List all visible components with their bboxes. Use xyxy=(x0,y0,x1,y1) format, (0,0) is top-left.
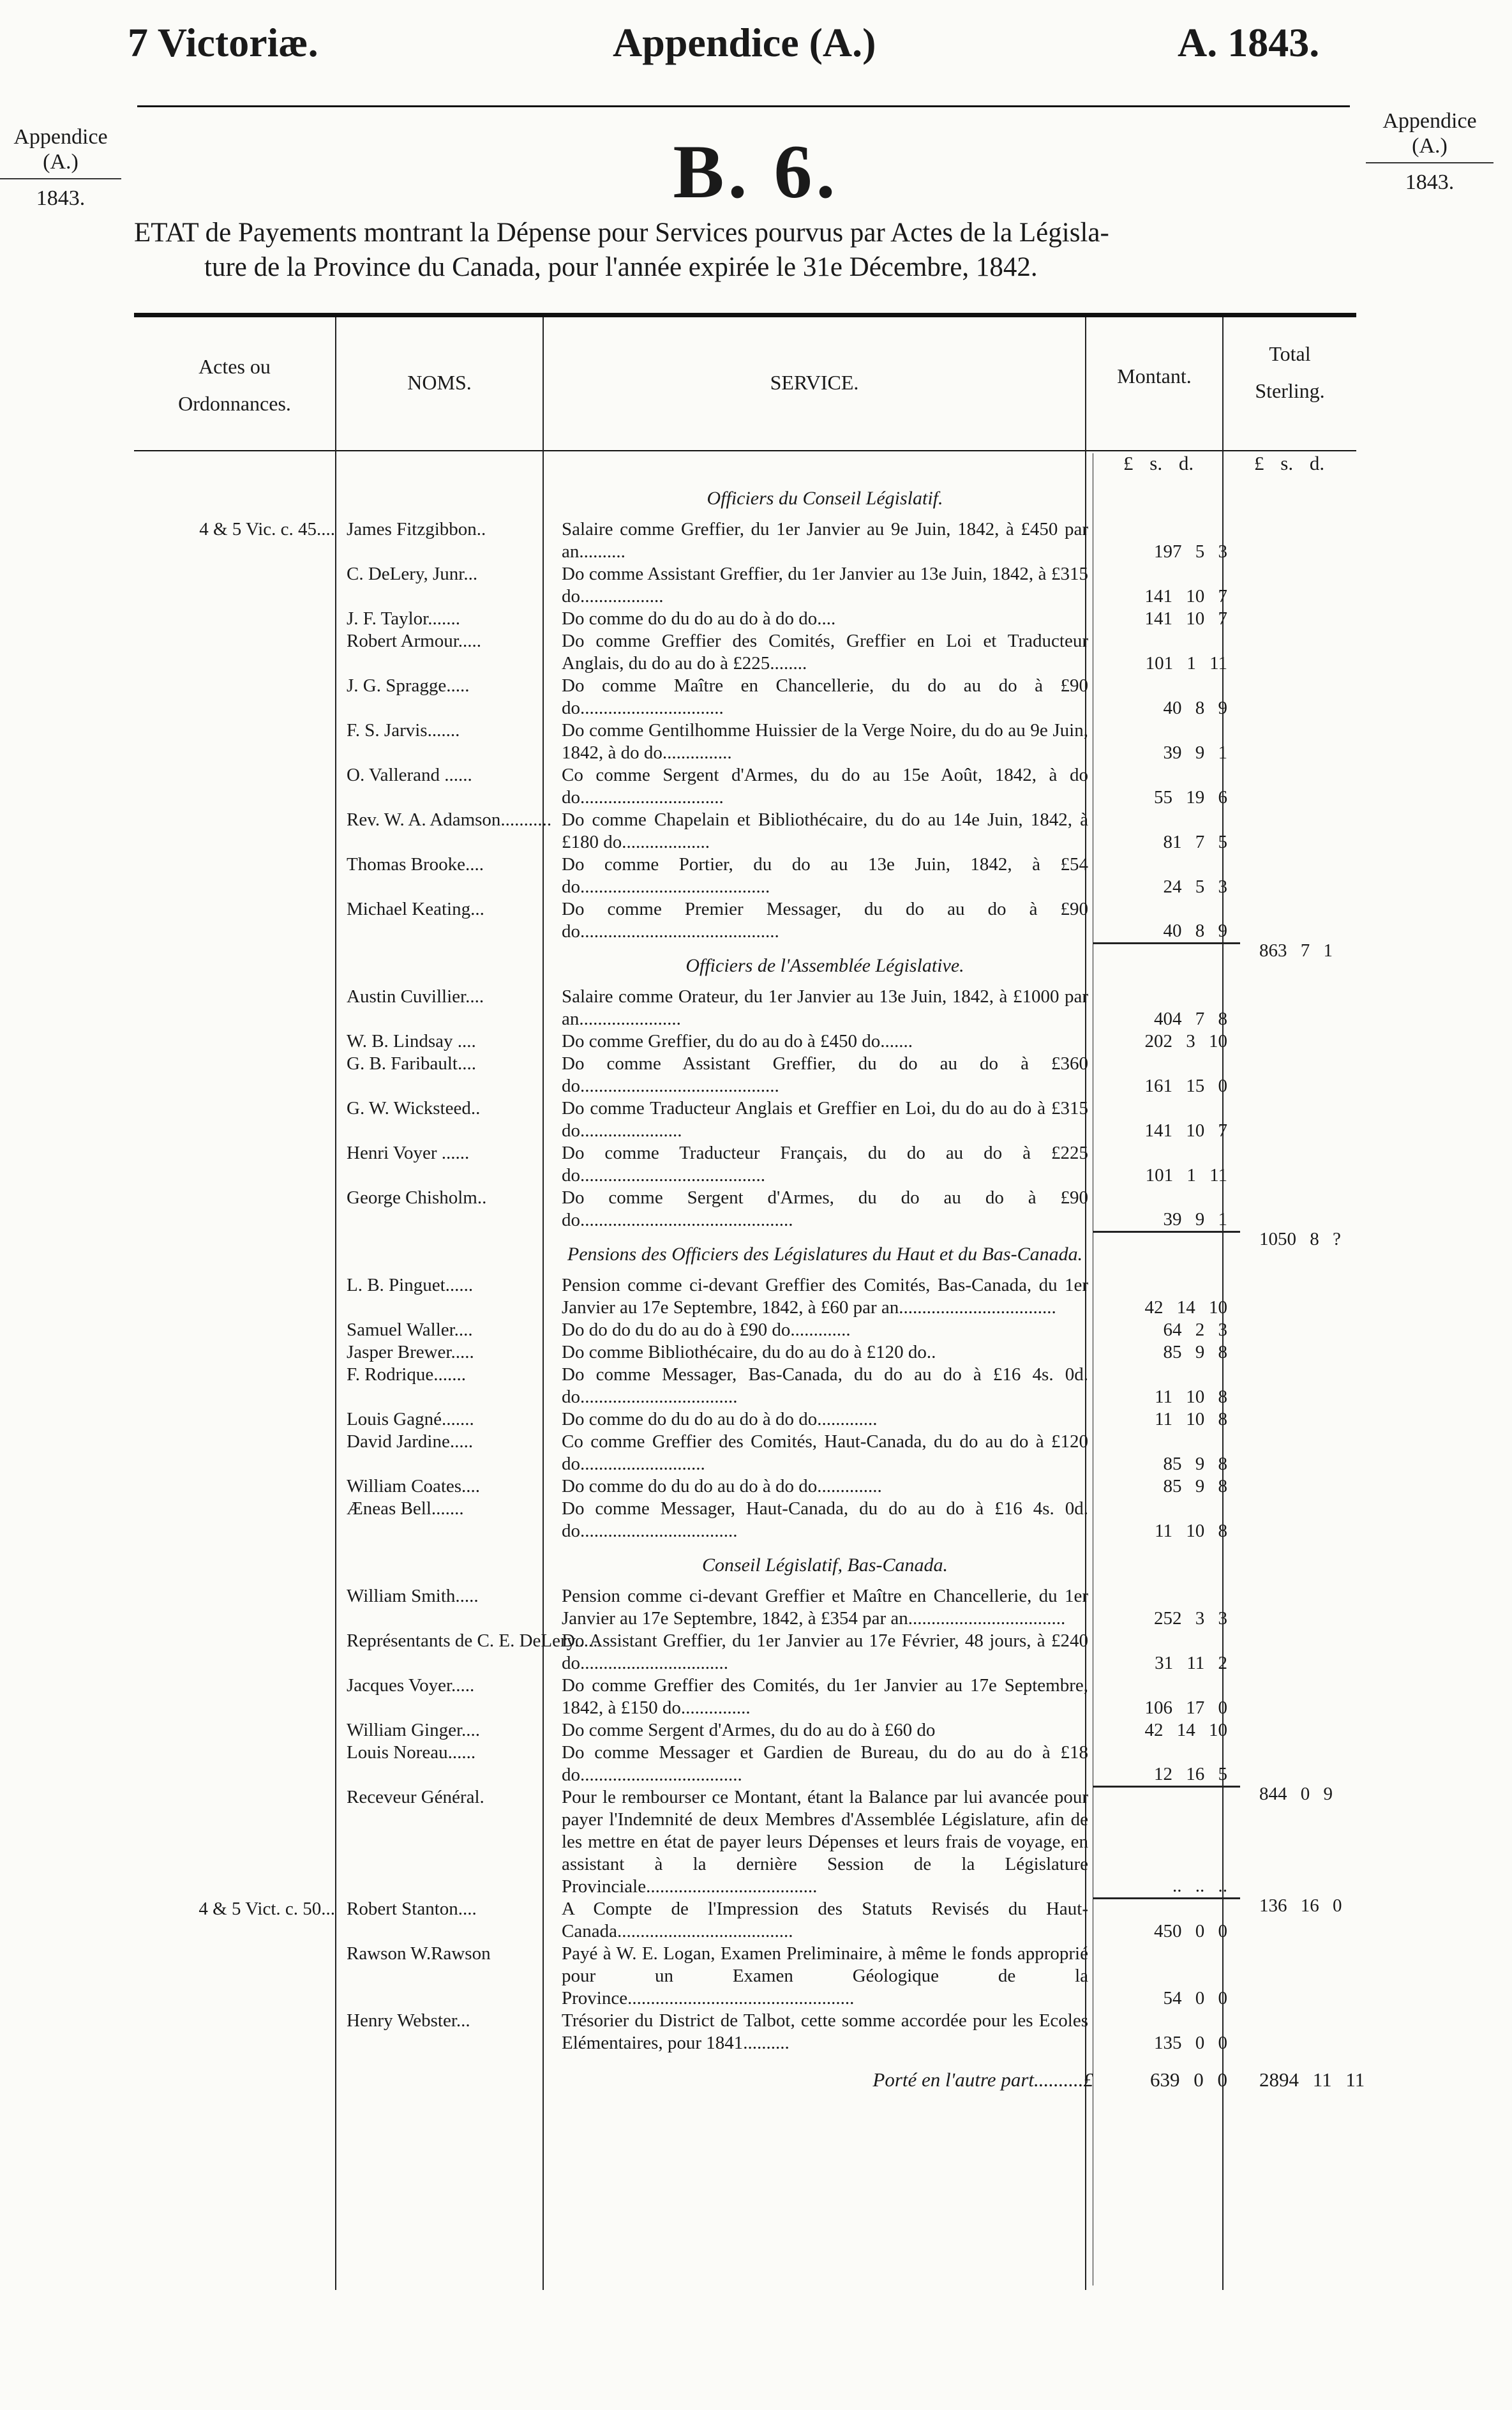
amount-cell xyxy=(1093,764,1240,809)
amount-cell xyxy=(1093,1719,1240,1742)
colhead-acts-line-1: Actes ou xyxy=(198,355,271,378)
acte-cell xyxy=(134,898,339,943)
name-cell: J. F. Taylor....... xyxy=(347,608,460,629)
total-cell xyxy=(1240,1319,1396,1341)
acte-cell xyxy=(134,563,339,608)
amount-cell xyxy=(1093,1319,1240,1341)
right-sidenote-label: Appendice xyxy=(1382,109,1477,133)
colhead-total-line-1: Total xyxy=(1269,342,1311,365)
name-cell: Austin Cuvillier.... xyxy=(347,986,484,1007)
document-title: B. 6. xyxy=(673,129,839,214)
name-cell: Æneas Bell....... xyxy=(347,1498,464,1519)
name-cell: G. W. Wicksteed.. xyxy=(347,1098,481,1118)
acte-cell xyxy=(134,986,339,1030)
service-cell: Do comme Assistant Greffier, du do au do à £360 do........................................... xyxy=(562,1053,1088,1096)
name-cell: Henry Webster... xyxy=(347,2010,470,2031)
amount-cell xyxy=(1093,1585,1240,1630)
amount-value: 42 14 10 xyxy=(1144,1297,1227,1318)
section-title: Pensions des Officiers des Législatures du Haut et du Bas-Canada. xyxy=(567,1244,1083,1265)
carried-forward-label: Porté en l'autre part..........£ xyxy=(872,2068,1093,2091)
amount-value: 39 9 1 xyxy=(1163,1209,1227,1230)
amount-cell xyxy=(1093,1030,1240,1053)
name-cell: J. G. Spragge..... xyxy=(347,675,470,696)
colhead-amount: Montant. xyxy=(1117,365,1192,388)
total-cell xyxy=(1240,675,1396,719)
left-sidenote-sub: (A.) xyxy=(43,150,79,174)
acte-cell xyxy=(134,1274,339,1319)
name-cell: Samuel Waller.... xyxy=(347,1320,473,1340)
total-units: £ s. d. xyxy=(1254,452,1325,474)
amount-value: 42 14 10 xyxy=(1144,1720,1227,1740)
service-cell: Do do do du do au do à £90 do............. xyxy=(562,1320,851,1340)
amount-units: £ s. d. xyxy=(1123,452,1194,474)
amount-value: 141 10 7 xyxy=(1144,586,1227,606)
name-cell: Robert Armour..... xyxy=(347,631,482,651)
table-row xyxy=(134,1053,1396,1097)
acte-cell xyxy=(134,1364,339,1408)
amount-cell xyxy=(1093,1431,1240,1475)
name-cell: F. Rodrique....... xyxy=(347,1364,466,1385)
total-cell xyxy=(1240,1431,1396,1475)
table-row xyxy=(134,719,1396,764)
total-cell xyxy=(1240,1786,1396,1916)
table-row xyxy=(134,1341,1396,1364)
amount-cell xyxy=(1093,943,1240,986)
amount-cell xyxy=(1093,1786,1240,1898)
amount-value: 31 11 2 xyxy=(1155,1653,1227,1673)
total-cell xyxy=(1240,1742,1396,1804)
acte-cell xyxy=(134,1630,339,1675)
colhead-names: NOMS. xyxy=(407,371,472,394)
total-cell xyxy=(1240,1097,1396,1142)
table-row xyxy=(134,809,1396,854)
amount-cell xyxy=(1093,1742,1240,1786)
name-cell: Thomas Brooke.... xyxy=(347,854,484,875)
total-cell xyxy=(1240,1943,1396,2010)
acte-cell xyxy=(134,1187,339,1231)
service-cell: Do comme Bibliothécaire, du do au do à £120 do.. xyxy=(562,1342,936,1362)
service-cell: Do comme Greffier, du do au do à £450 do....... xyxy=(562,1031,913,1051)
colhead-total-line-2: Sterling. xyxy=(1255,379,1325,402)
total-cell xyxy=(1240,1719,1396,1742)
amount-value: 202 3 10 xyxy=(1144,1031,1227,1051)
name-cell: Jasper Brewer..... xyxy=(347,1342,474,1362)
total-cell xyxy=(1240,854,1396,898)
total-cell xyxy=(1240,1341,1396,1364)
acte-cell: 4 & 5 Vic. c. 45.... xyxy=(199,519,335,539)
service-cell: Trésorier du District de Talbot, cette somme accordée pour les Ecoles Elémentaires, pour 1841.......... xyxy=(562,2010,1088,2053)
total-cell xyxy=(1240,2010,1396,2054)
table-row xyxy=(134,1364,1396,1408)
table-row xyxy=(134,986,1396,1030)
amount-value: 197 5 3 xyxy=(1154,541,1227,562)
total-cell xyxy=(1240,1585,1396,1630)
name-cell: Rev. W. A. Adamson........... xyxy=(347,810,552,830)
amount-value: 64 2 3 xyxy=(1163,1320,1227,1340)
table-row xyxy=(134,1274,1396,1319)
total-value: 863 7 1 xyxy=(1259,940,1333,961)
amount-cell xyxy=(1093,675,1240,719)
amount-value: 101 1 11 xyxy=(1145,1165,1227,1186)
acte-cell xyxy=(134,1319,339,1341)
acte-cell xyxy=(134,1719,339,1742)
name-cell: William Ginger.... xyxy=(347,1720,481,1740)
table-row xyxy=(134,1719,1396,1742)
table-row xyxy=(134,1097,1396,1142)
header-right: A. 1843. xyxy=(1178,20,1320,65)
total-cell xyxy=(1240,1475,1396,1498)
amount-cell xyxy=(1093,809,1240,854)
amount-value: 252 3 3 xyxy=(1154,1608,1227,1629)
amount-cell xyxy=(1093,1053,1240,1097)
service-cell: Pension comme ci-devant Greffier et Maître en Chancellerie, du 1er Janvier au 17e Septembre, 1842, à £354 par an.................................. xyxy=(562,1586,1088,1629)
service-cell: Do comme Gentilhomme Huissier de la Verge Noire, du do au 9e Juin, 1842, à do do............... xyxy=(562,720,1088,763)
amount-value: 39 9 1 xyxy=(1163,742,1227,763)
acte-cell xyxy=(134,1431,339,1475)
name-cell xyxy=(339,943,554,986)
name-cell: F. S. Jarvis....... xyxy=(347,720,460,741)
amount-cell xyxy=(1093,608,1240,630)
table-row xyxy=(134,1142,1396,1187)
amount-cell xyxy=(1093,1097,1240,1142)
acte-cell xyxy=(134,1585,339,1630)
amount-value: 106 17 0 xyxy=(1144,1698,1227,1718)
carried-forward-total: 2894 11 11 xyxy=(1259,2068,1365,2091)
amount-value: 24 5 3 xyxy=(1163,877,1227,897)
amount-value: 85 9 8 xyxy=(1163,1342,1227,1362)
name-cell: Rawson W.Rawson xyxy=(347,1943,491,1964)
table-top-rule xyxy=(134,313,1356,317)
ledger-body xyxy=(134,476,1396,2091)
total-cell xyxy=(1240,719,1396,764)
acte-cell xyxy=(134,1341,339,1364)
total-cell xyxy=(1240,809,1396,854)
name-cell: Receveur Général. xyxy=(347,1787,484,1807)
table-row xyxy=(134,1319,1396,1341)
colhead-acts-line-2: Ordonnances. xyxy=(178,392,291,415)
amount-cell xyxy=(1093,1187,1240,1231)
name-cell: G. B. Faribault.... xyxy=(347,1053,476,1074)
amount-value: 85 9 8 xyxy=(1163,1454,1227,1474)
ledger-table xyxy=(134,476,1396,2091)
service-cell: Do comme Messager, Bas-Canada, du do au do à £16 4s. 0d. do.................................. xyxy=(562,1364,1088,1407)
acte-cell xyxy=(134,719,339,764)
document-subtitle xyxy=(134,216,1359,285)
acte-cell xyxy=(134,854,339,898)
table-row xyxy=(134,2010,1396,2054)
amount-cell xyxy=(1093,986,1240,1030)
amount-value: 85 9 8 xyxy=(1163,1476,1227,1496)
acte-cell xyxy=(134,2010,339,2054)
acte-cell xyxy=(134,1498,339,1542)
service-cell: Do comme Assistant Greffier, du 1er Janvier au 13e Juin, 1842, à £315 do.................. xyxy=(562,564,1088,606)
total-value: 844 0 9 xyxy=(1259,1784,1333,1804)
table-row xyxy=(134,675,1396,719)
table-row xyxy=(134,608,1396,630)
amount-value: 40 8 9 xyxy=(1163,698,1227,718)
name-cell: L. B. Pinguet...... xyxy=(347,1275,474,1295)
service-cell: Do comme Traducteur Anglais et Greffier en Loi, du do au do à £315 do...................... xyxy=(562,1098,1088,1141)
total-cell xyxy=(1240,986,1396,1030)
name-cell: O. Vallerand ...... xyxy=(347,765,472,785)
total-cell xyxy=(1240,1675,1396,1719)
table-row xyxy=(134,1408,1396,1431)
amount-value: 404 7 8 xyxy=(1154,1009,1227,1029)
header-left: 7 Victoriæ. xyxy=(128,20,318,65)
table-row xyxy=(134,563,1396,608)
service-cell: Do Assistant Greffier, du 1er Janvier au 17e Février, 48 jours, à £240 do................................ xyxy=(562,1631,1088,1673)
amount-value: 141 10 7 xyxy=(1144,1120,1227,1141)
name-cell: Michael Keating... xyxy=(347,899,484,919)
table-row xyxy=(134,1742,1396,1786)
table-row xyxy=(134,854,1396,898)
total-cell xyxy=(1240,518,1396,563)
service-cell: Do comme Traducteur Français, du do au do à £225 do........................................ xyxy=(562,1143,1088,1186)
total-cell xyxy=(1240,1142,1396,1187)
name-cell xyxy=(339,476,554,518)
acte-cell xyxy=(134,1786,339,1898)
total-cell xyxy=(1240,898,1396,961)
name-cell: Robert Stanton.... xyxy=(347,1899,477,1919)
name-cell: Représentants de C. E. DeLery...... xyxy=(347,1631,603,1651)
total-cell xyxy=(1240,1274,1396,1319)
subtitle-line-2: ture de la Province du Canada, pour l'année expirée le 31e Décembre, 1842. xyxy=(204,252,1038,282)
total-cell xyxy=(1240,1187,1396,1249)
service-cell: Do comme Messager, Haut-Canada, du do au do à £16 4s. 0d. do.................................. xyxy=(562,1498,1088,1541)
amount-cell xyxy=(1093,1408,1240,1431)
amount-cell xyxy=(1093,719,1240,764)
carried-forward-amount: 639 0 0 xyxy=(1150,2068,1227,2091)
service-cell: Pour le rembourser ce Montant, étant la Balance par lui avancée pour payer l'Indemnité de deux Membres d'Assemblée Législature, afin de les mettre en état de payer leurs Dépenses et leurs frais de voyage, en assistant à la dernière Session de la Législature Provinciale..................................... xyxy=(562,1787,1088,1897)
table-row xyxy=(134,518,1396,563)
service-cell: Do comme Greffier des Comités, du 1er Janvier au 17e Septembre, 1842, à £150 do............... xyxy=(562,1675,1088,1718)
name-cell xyxy=(339,1542,554,1585)
total-cell xyxy=(1240,764,1396,809)
colhead-service: SERVICE. xyxy=(770,371,859,394)
total-cell xyxy=(1240,630,1396,675)
service-cell: Do comme Messager et Gardien de Bureau, du do au do à £18 do................................... xyxy=(562,1742,1088,1785)
amount-cell xyxy=(1093,854,1240,898)
service-cell: Do comme Portier, du do au 13e Juin, 1842, à £54 do......................................... xyxy=(562,854,1088,897)
amount-cell xyxy=(1093,1274,1240,1319)
total-cell xyxy=(1240,1498,1396,1542)
total-cell xyxy=(1240,1030,1396,1053)
amount-value: 54 0 0 xyxy=(1163,1988,1227,2008)
amount-value: 450 0 0 xyxy=(1154,1921,1227,1941)
acte-cell xyxy=(134,1030,339,1053)
amount-cell xyxy=(1093,1943,1240,2010)
service-cell: Co comme Sergent d'Armes, du do au 15e Août, 1842, à do do............................... xyxy=(562,765,1088,808)
amount-value: 81 7 5 xyxy=(1163,832,1227,852)
amount-cell xyxy=(1093,1898,1240,1943)
table-row xyxy=(134,1675,1396,1719)
name-cell: William Smith..... xyxy=(347,1586,479,1606)
amount-cell xyxy=(1093,563,1240,608)
acte-cell: 4 & 5 Vict. c. 50... xyxy=(198,1899,335,1919)
section-title: Officiers du Conseil Législatif. xyxy=(707,488,943,509)
name-cell: W. B. Lindsay .... xyxy=(347,1031,476,1051)
acte-cell xyxy=(134,1542,339,1585)
section-heading-row xyxy=(134,1231,1396,1274)
amount-cell xyxy=(1093,518,1240,563)
amount-cell xyxy=(1093,1498,1240,1542)
total-cell xyxy=(1240,1630,1396,1675)
name-cell: James Fitzgibbon.. xyxy=(347,519,486,539)
acte-cell xyxy=(134,809,339,854)
service-cell: Do comme do du do au do à do do.............. xyxy=(562,1476,882,1496)
acte-cell xyxy=(134,943,339,986)
table-row xyxy=(134,1585,1396,1630)
total-cell xyxy=(1240,1364,1396,1408)
section-title: Conseil Législatif, Bas-Canada. xyxy=(701,1555,948,1576)
acte-cell xyxy=(134,764,339,809)
table-header-rule xyxy=(134,450,1356,451)
service-cell: Do comme Sergent d'Armes, du do au do à £60 do xyxy=(562,1720,936,1740)
amount-value: 135 0 0 xyxy=(1154,2033,1227,2053)
amount-value: 40 8 9 xyxy=(1163,920,1227,941)
service-cell: Do comme do du do au do à do do............. xyxy=(562,1409,878,1429)
acte-cell xyxy=(134,1675,339,1719)
acte-cell xyxy=(134,1408,339,1431)
table-row xyxy=(134,1030,1396,1053)
total-cell xyxy=(1240,1053,1396,1097)
amount-value: 11 10 8 xyxy=(1155,1409,1227,1429)
total-cell xyxy=(1240,476,1396,518)
total-cell xyxy=(1240,563,1396,608)
section-heading-row xyxy=(134,1542,1396,1585)
amount-cell xyxy=(1093,1142,1240,1187)
section-title: Officiers de l'Assemblée Législative. xyxy=(685,955,964,976)
name-cell: Henri Voyer ...... xyxy=(347,1143,470,1163)
table-row xyxy=(134,1786,1396,1898)
acte-cell xyxy=(134,1053,339,1097)
amount-cell xyxy=(1093,1341,1240,1364)
table-row xyxy=(134,1187,1396,1231)
acte-cell xyxy=(134,1142,339,1187)
table-row xyxy=(134,1943,1396,2010)
table-row xyxy=(134,1431,1396,1475)
acte-cell xyxy=(134,1943,339,2010)
amount-cell xyxy=(1093,1675,1240,1719)
amount-value: 11 10 8 xyxy=(1155,1521,1227,1541)
acte-cell xyxy=(134,675,339,719)
amount-cell xyxy=(1093,630,1240,675)
name-cell: C. DeLery, Junr... xyxy=(347,564,478,584)
subtitle-line-1: ETAT de Payements montrant la Dépense pour Services pourvus par Actes de la Législa- xyxy=(134,218,1109,248)
name-cell: David Jardine..... xyxy=(347,1431,474,1452)
service-cell: A Compte de l'Impression des Statuts Revisés du Haut-Canada...................................... xyxy=(562,1899,1088,1941)
total-cell xyxy=(1240,1231,1396,1274)
section-heading-row xyxy=(134,943,1396,986)
amount-value: 141 10 7 xyxy=(1144,608,1227,629)
amount-value: 55 19 6 xyxy=(1154,787,1227,808)
colhead-total xyxy=(1224,335,1356,409)
table-row xyxy=(134,1498,1396,1542)
table-row xyxy=(134,764,1396,809)
carried-forward-row xyxy=(134,2054,1396,2091)
amount-cell xyxy=(1093,2010,1240,2054)
right-sidenote-year: 1843. xyxy=(1405,170,1455,195)
service-cell: Do comme Sergent d'Armes, du do au do à £90 do.............................................. xyxy=(562,1187,1088,1230)
name-cell xyxy=(339,1231,554,1274)
amount-cell xyxy=(1093,1364,1240,1408)
service-cell: Salaire comme Greffier, du 1er Janvier au 9e Juin, 1842, à £450 par an.......... xyxy=(562,519,1088,562)
name-cell: William Coates.... xyxy=(347,1476,481,1496)
amount-value: 12 16 5 xyxy=(1154,1763,1227,1784)
service-cell: Do comme Premier Messager, du do au do à £90 do........................................... xyxy=(562,899,1088,942)
total-cell xyxy=(1240,1542,1396,1585)
service-cell: Payé à W. E. Logan, Examen Preliminaire, à même le fonds approprié pour un Examen Géologique de la Province................................................. xyxy=(562,1943,1088,2008)
amount-cell xyxy=(1093,1231,1240,1274)
service-cell: Salaire comme Orateur, du 1er Janvier au 13e Juin, 1842, à £1000 par an...................... xyxy=(562,986,1088,1029)
total-value: 136 16 0 xyxy=(1259,1895,1342,1916)
table-row xyxy=(134,1630,1396,1675)
header-center: Appendice (A.) xyxy=(613,20,876,65)
table-row xyxy=(134,630,1396,675)
left-sidenote-year: 1843. xyxy=(36,186,86,211)
service-cell: Do comme Maître en Chancellerie, du do au do à £90 do............................... xyxy=(562,675,1088,718)
service-cell: Do comme Chapelain et Bibliothécaire, du do au 14e Juin, 1842, à £180 do................... xyxy=(562,810,1088,852)
acte-cell xyxy=(134,476,339,518)
colhead-acts xyxy=(134,348,335,422)
acte-cell xyxy=(134,630,339,675)
amount-value: .. .. .. xyxy=(1172,1875,1227,1896)
amount-value: 161 15 0 xyxy=(1144,1076,1227,1096)
total-cell xyxy=(1240,608,1396,630)
name-cell: Louis Noreau...... xyxy=(347,1742,476,1763)
amount-value: 11 10 8 xyxy=(1155,1387,1227,1407)
section-heading-row xyxy=(134,476,1396,518)
amount-cell xyxy=(1093,1475,1240,1498)
table-row xyxy=(134,1475,1396,1498)
amount-cell xyxy=(1093,898,1240,943)
name-cell: Louis Gagné....... xyxy=(347,1409,474,1429)
service-cell: Do comme do du do au do à do do.... xyxy=(562,608,836,629)
service-cell: Do comme Greffier des Comités, Greffier en Loi et Traducteur Anglais, du do au do à £225........ xyxy=(562,631,1088,674)
amount-cell xyxy=(1093,476,1240,518)
acte-cell xyxy=(134,1742,339,1786)
amount-cell xyxy=(1093,1542,1240,1585)
acte-cell xyxy=(134,1097,339,1142)
right-sidenote-sub: (A.) xyxy=(1412,134,1448,158)
total-cell xyxy=(1240,1408,1396,1431)
table-row xyxy=(134,898,1396,943)
amount-value: 101 1 11 xyxy=(1145,653,1227,674)
acte-cell xyxy=(134,1231,339,1274)
acte-cell xyxy=(134,608,339,630)
service-cell: Pension comme ci-devant Greffier des Comités, Bas-Canada, du 1er Janvier au 17e Septembre, 1842, à £60 par an.................................. xyxy=(562,1275,1088,1318)
name-cell: George Chisholm.. xyxy=(347,1187,487,1208)
total-cell xyxy=(1240,1898,1396,1943)
name-cell: Jacques Voyer..... xyxy=(347,1675,475,1696)
acte-cell xyxy=(134,1475,339,1498)
total-value: 1050 8 ? xyxy=(1259,1229,1341,1249)
service-cell: Co comme Greffier des Comités, Haut-Canada, du do au do à £120 do........................... xyxy=(562,1431,1088,1474)
header-rule xyxy=(137,105,1350,107)
left-sidenote-label: Appendice xyxy=(13,125,108,149)
total-cell xyxy=(1240,943,1396,986)
table-row xyxy=(134,1898,1396,1943)
amount-cell xyxy=(1093,1630,1240,1675)
